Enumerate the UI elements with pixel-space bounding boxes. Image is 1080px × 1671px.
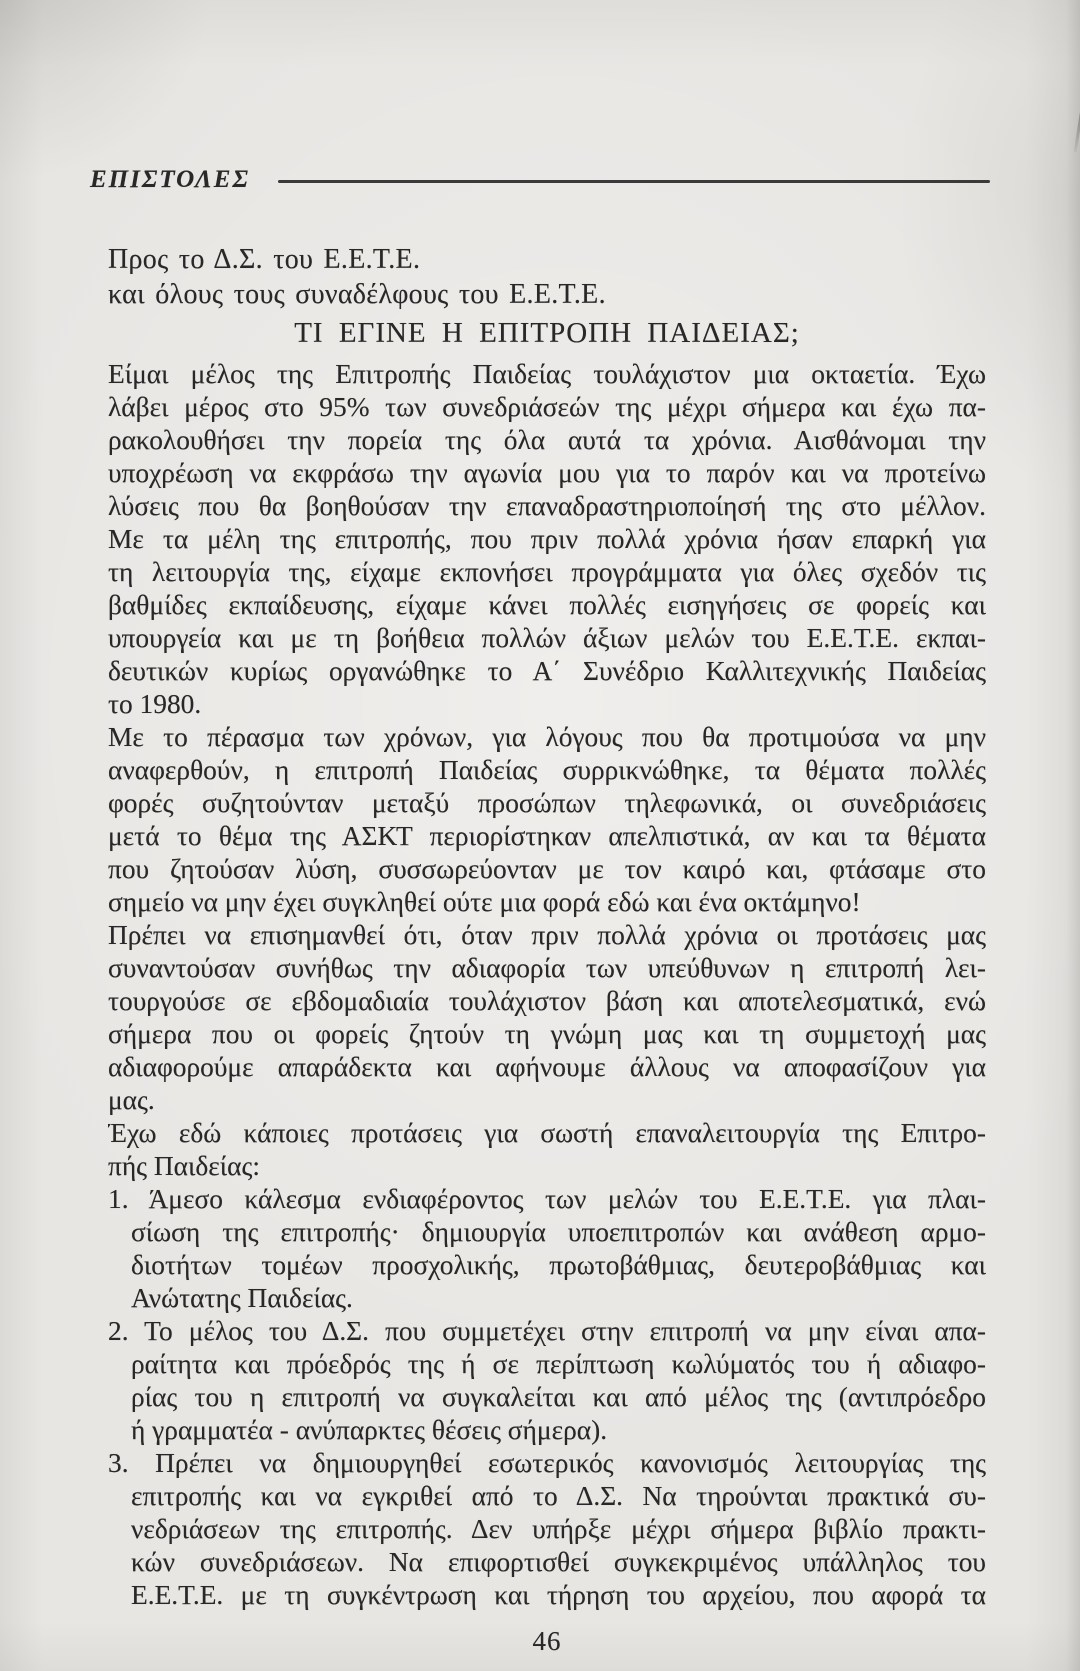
paragraph-line: συναντούσαν συνήθως την αδιαφορία των υπεύθυνων η επιτροπή λει-: [108, 953, 986, 983]
list-item-line: ραίτητα και πρόεδρός της ή σε περίπτωση κωλύματός του ή αδιαφο-: [131, 1349, 986, 1379]
list-item-line: ρίας του η επιτροπή να συγκαλείται και από μέλος της (αντιπρόεδρο: [131, 1382, 986, 1412]
salutation-line: και όλους τους συναδέλφους του Ε.Ε.Τ.Ε.: [108, 279, 606, 310]
list-item-start: 1. Άμεσο κάλεσμα ενδιαφέροντος των μελών του Ε.Ε.Τ.Ε. για πλαι-: [108, 1184, 986, 1214]
paragraph-line: Έχω εδώ κάποιες προτάσεις για σωστή επαναλειτουργία της Επιτρο-: [108, 1118, 986, 1148]
list-item-line: επιτροπής και να εγκριθεί από το Δ.Σ. Να τηρούνται πρακτικά συ-: [131, 1481, 986, 1511]
paragraph-line: υποχρέωση να εκφράσω την αγωνία μου για το παρόν και να προτείνω: [108, 458, 986, 488]
list-item-line: Ανώτατης Παιδείας.: [131, 1283, 353, 1313]
paragraph-line: το 1980.: [108, 689, 202, 719]
paragraph-line: Με τα μέλη της επιτροπής, που πριν πολλά χρόνια ήσαν επαρκή για: [108, 524, 986, 554]
paragraph-line: βαθμίδες εκπαίδευσης, είχαμε κάνει πολλές εισηγήσεις σε φορείς και: [108, 590, 986, 620]
paragraph-line: αναφερθούν, η επιτροπή Παιδείας συρρικνώθηκε, τα θέματα πολλές: [108, 755, 986, 785]
paragraph-line: μετά το θέμα της ΑΣΚΤ περιορίστηκαν απελπιστικά, αν και τα θέματα: [108, 821, 986, 851]
paragraph-line: λάβει μέρος στο 95% των συνεδριάσεών της μέχρι σήμερα και έχω πα-: [108, 392, 986, 422]
list-item-start: 3. Πρέπει να δημιουργηθεί εσωτερικός κανονισμός λειτουργίας της: [108, 1448, 986, 1478]
section-title: ΕΠΙΣΤΟΛΕΣ: [90, 166, 250, 193]
paragraph-line: Είμαι μέλος της Επιτροπής Παιδείας τουλάχιστον μια οκταετία. Έχω: [108, 359, 986, 389]
list-item-line: Ε.Ε.Τ.Ε. με τη συγκέντρωση και τήρηση του αρχείου, που αφορά τα: [131, 1580, 986, 1610]
paragraph-line: αδιαφορούμε απαράδεκτα και αφήνουμε άλλους να αποφασίζουν για: [108, 1052, 986, 1082]
paragraph-line: Πρέπει να επισημανθεί ότι, όταν πριν πολλά χρόνια οι προτάσεις μας: [108, 920, 986, 950]
letter-salutation: [108, 242, 606, 312]
paragraph-line: που ζητούσαν λύση, συσσωρεύονταν με τον καιρό και, φτάσαμε στο: [108, 854, 986, 884]
paragraph-line: ρακολουθήσει την πορεία της όλα αυτά τα χρόνια. Αισθάνομαι την: [108, 425, 986, 455]
paragraph-line: μας.: [108, 1085, 155, 1115]
section-header: [90, 166, 990, 194]
salutation-line: Προς το Δ.Σ. του Ε.Ε.Τ.Ε.: [108, 244, 421, 275]
paragraph-line: πής Παιδείας:: [108, 1151, 260, 1181]
page-edge-shadow: [1066, 0, 1080, 1671]
paragraph-line: τη λειτουργία της, είχαμε εκπονήσει προγράμματα για όλες σχεδόν τις: [108, 557, 986, 587]
paragraph-line: λύσεις που θα βοηθούσαν την επαναδραστηριοποίησή της στο μέλλον.: [108, 491, 986, 521]
list-item-line: ή γραμματέα - ανύπαρκτες θέσεις σήμερα).: [131, 1415, 608, 1445]
list-item-start: 2. Το μέλος του Δ.Σ. που συμμετέχει στην επιτροπή να μην είναι απα-: [108, 1316, 986, 1346]
paragraph-line: τουργούσε σε εβδομαδιαία τουλάχιστον βάση και αποτελεσματικά, ενώ: [108, 986, 986, 1016]
list-item-line: διοτήτων τομέων προσχολικής, πρωτοβάθμιας, δευτεροβάθμιας και: [131, 1250, 986, 1280]
letter-body: [108, 358, 986, 1612]
list-item-line: νεδριάσεων της επιτροπής. Δεν υπήρξε μέχρι σήμερα βιβλίο πρακτι-: [131, 1514, 986, 1544]
paragraph-line: φορές συζητούνταν μεταξύ προσώπων τηλεφωνικά, οι συνεδριάσεις: [108, 788, 986, 818]
paragraph-line: σήμερα που οι φορείς ζητούν τη γνώμη μας και τη συμμετοχή μας: [108, 1019, 986, 1049]
list-item-line: κών συνεδριάσεων. Να επιφορτισθεί συγκεκριμένος υπάλληλος του: [131, 1547, 986, 1577]
page-number: 46: [532, 1626, 562, 1656]
paragraph-line: σημείο να μην έχει συγκληθεί ούτε μια φορά εδώ και ένα οκτάμηνο!: [108, 887, 861, 917]
header-rule: [278, 180, 990, 183]
letter-title: ΤΙ ΕΓΙΝΕ Η ΕΠΙΤΡΟΠΗ ΠΑΙΔΕΙΑΣ;: [294, 317, 800, 349]
paragraph-line: δευτικών κυρίως οργανώθηκε το Α΄ Συνέδριο Καλλιτεχνικής Παιδείας: [108, 656, 986, 686]
paragraph-line: Με το πέρασμα των χρόνων, για λόγους που θα προτιμούσα να μην: [108, 722, 986, 752]
paragraph-line: υπουργεία και με τη βοήθεια πολλών άξιων μελών του Ε.Ε.Τ.Ε. εκπαι-: [108, 623, 986, 653]
list-item-line: σίωση της επιτροπής· δημιουργία υποεπιτροπών και ανάθεση αρμο-: [131, 1217, 986, 1247]
